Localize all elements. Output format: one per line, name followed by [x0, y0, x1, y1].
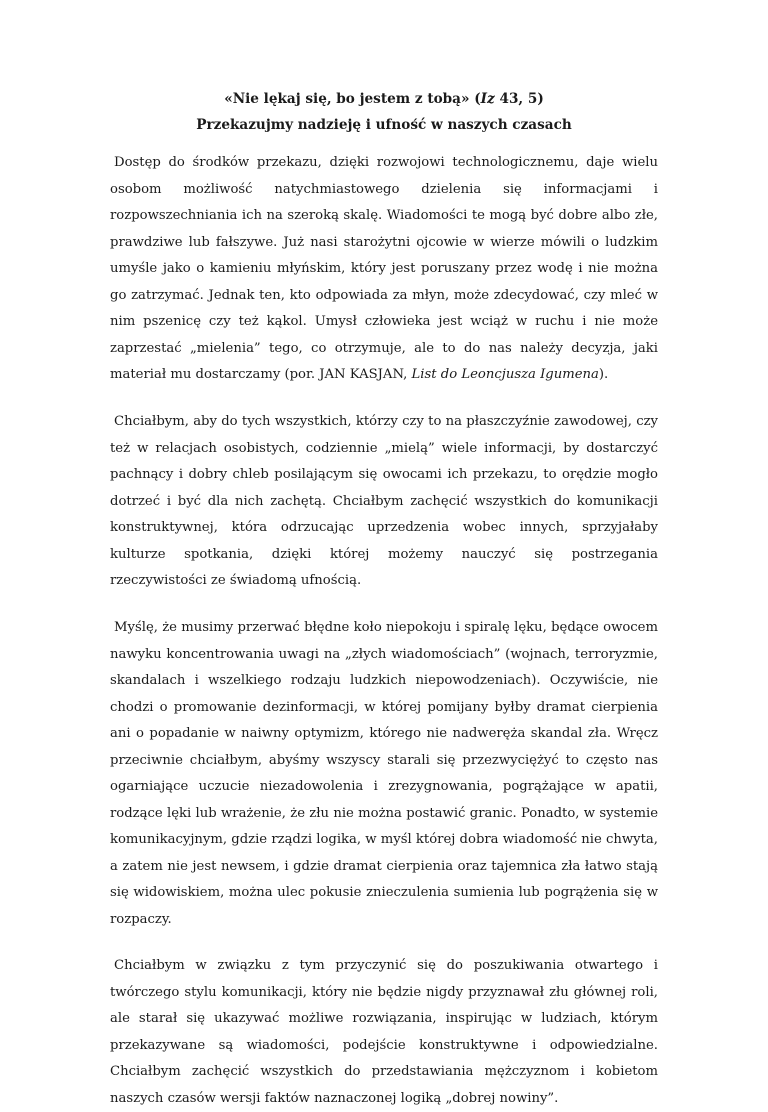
title-prefix: «Nie lękaj się, bo jestem z tobą» ( [224, 91, 481, 107]
paragraph-4: Chciałbym w związku z tym przyczynić się do poszukiwania otwartego i twórczego stylu komunikacji, który nie będzie nigdy przyznawał złu głównej roli, ale starał się ukazywać możliwe rozwiązania, inspirując w ludziach, którym przekazywane są wiadomości, podejście konstruktywne i odpowiedzialne. Chciałbym zachęcić wszystkich do przedstawiania mężczyznom i kobietom naszych czasów wersji faktów naznaczonej logiką „dobrej nowiny”. [110, 958, 658, 1106]
document-title [100, 86, 668, 112]
paragraph-2: Chciałbym, aby do tych wszystkich, którzy czy to na płaszczyźnie zawodowej, czy też w relacjach osobistych, codziennie „mielą” wiele informacji, by dostarczyć pachnący i dobry chleb posilającym się owocami ich przekazu, to orędzie mogło dotrzeć i być dla nich zachętą. Chciałbym zachęcić wszystkich do komunikacji konstruktywnej, która odrzucając uprzedzenia wobec innych, sprzyjałaby kulturze spotkania, dzięki której możemy nauczyć się postrzegania rzeczywistości ze świadomą ufnością. [110, 414, 658, 588]
document-subtitle: Przekazujmy nadzieję i ufność w naszych czasach [196, 117, 572, 133]
paragraph-1-end: ). [598, 367, 609, 382]
paragraph-1-citation: List do Leoncjusza Igumena [411, 367, 599, 382]
paragraph-1-text: Dostęp do środków przekazu, dzięki rozwojowi technologicznemu, daje wielu osobom możliwość natychmiastowego dzielenia się informacjami i rozpowszechniania ich na szeroką skalę. Wiadomości te mogą być dobre albo złe, prawdziwe lub fałszywe. Już nasi starożytni ojcowie w wierze mówili o ludzkim umyśle jako o kamieniu młyńskim, który jest poruszany przez wodę i nie można go zatrzymać. Jednak ten, kto odpowiada za młyn, może zdecydować, czy mleć w nim pszenicę czy też kąkol. Umysł człowieka jest wciąż w ruchu i nie może zaprzestać „mielenia” tego, co otrzymuje, ale to do nas należy decyzja, jaki materiał mu dostarczamy (por. JAN KASJAN, [110, 155, 658, 382]
title-scripture-ref: Iz [480, 91, 495, 107]
paragraph-3: Myślę, że musimy przerwać błędne koło niepokoju i spiralę lęku, będące owocem nawyku koncentrowania uwagi na „złych wiadomościach” (wojnach, terroryzmie, skandalach i wszelkiego rodzaju ludzkich niepowodzeniach). Oczywiście, nie chodzi o promowanie dezinformacji, w której pomijany byłby dramat cierpienia ani o popadanie w naiwny optymizm, którego nie nadweręża skandal zła. Wręcz przeciwnie chciałbym, abyśmy wszyscy starali się przezwyciężyć to często nas ogarniające uczucie niezadowolenia i zrezygnowania, pogrążające w apatii, rodzące lęki lub wrażenie, że złu nie można postawić granic. Ponadto, w systemie komunikacyjnym, gdzie rządzi logika, w myśl której dobra wiadomość nie chwyta, a zatem nie jest newsem, i gdzie dramat cierpienia oraz tajemnica zła łatwo stają się widowiskiem, można ulec pokusie znieczulenia sumienia lub pogrążenia się w rozpaczy. [110, 620, 658, 927]
paragraph-1 [110, 150, 658, 389]
title-suffix: 43, 5) [494, 91, 544, 107]
